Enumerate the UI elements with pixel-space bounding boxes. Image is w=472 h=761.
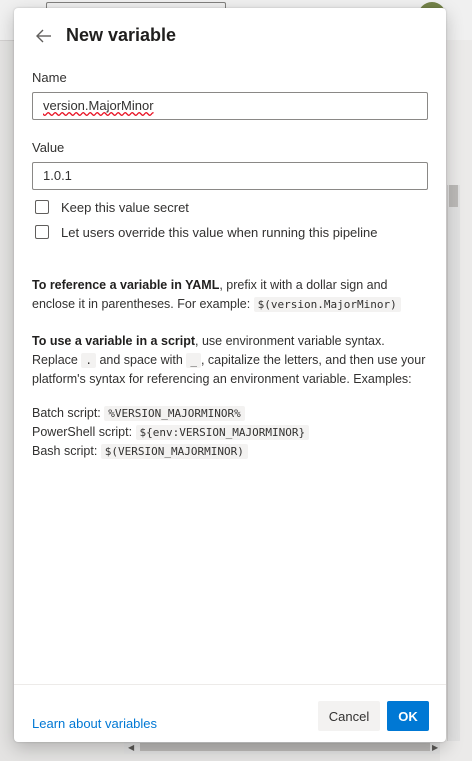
- back-button[interactable]: [32, 24, 56, 48]
- yaml-example-code: $(version.MajorMinor): [254, 297, 401, 312]
- scroll-left-icon[interactable]: ◀: [128, 743, 135, 752]
- yaml-help-text: [32, 276, 432, 314]
- allow-override-checkbox[interactable]: [35, 225, 49, 239]
- dialog-title: New variable: [66, 25, 177, 45]
- keep-secret-checkbox[interactable]: [35, 200, 49, 214]
- batch-example-code: %VERSION_MAJORMINOR%: [104, 406, 244, 421]
- allow-override-checkbox-row[interactable]: [35, 223, 378, 241]
- batch-example-label: Batch script:: [32, 406, 101, 420]
- bash-example-code: $(VERSION_MAJORMINOR): [101, 444, 248, 459]
- learn-about-variables-link[interactable]: Learn about variables: [32, 716, 158, 731]
- script-help-body-3: , capitalize the letters, and then use your platform's syntax for referencing an environment variable. Examples:: [32, 353, 426, 386]
- underscore-code: _: [186, 353, 201, 368]
- script-help-heading: To use a variable in a script: [32, 334, 196, 348]
- name-label: Name: [32, 70, 67, 85]
- cancel-button[interactable]: Cancel: [318, 701, 380, 731]
- script-examples: [32, 404, 432, 461]
- batch-example: [32, 404, 432, 423]
- dialog-header: [14, 8, 446, 64]
- value-field-value: 1.0.1: [43, 168, 72, 183]
- yaml-help-heading: To reference a variable in YAML: [32, 278, 220, 292]
- dot-code: .: [81, 353, 96, 368]
- bash-example-label: Bash script:: [32, 444, 98, 458]
- script-help-body-2: and space with: [95, 353, 187, 367]
- value-label: Value: [32, 140, 65, 155]
- dialog-footer: [14, 684, 446, 743]
- yaml-help-body: , prefix it with a dollar sign and enclose it in parentheses. For example:: [32, 278, 388, 311]
- new-variable-dialog: [14, 8, 446, 742]
- allow-override-label[interactable]: Let users override this value when running this pipeline: [61, 224, 378, 240]
- scroll-right-icon[interactable]: ▶: [432, 743, 439, 752]
- keep-secret-label[interactable]: Keep this value secret: [61, 199, 189, 215]
- script-help-body-1: , use environment variable syntax. Replace: [32, 334, 385, 367]
- arrow-left-icon: [32, 24, 56, 48]
- script-help-text: [32, 332, 432, 389]
- name-field-value: version.MajorMinor: [43, 98, 154, 113]
- name-field[interactable]: [32, 92, 428, 120]
- ok-button[interactable]: OK: [387, 701, 429, 731]
- bash-example: [32, 442, 432, 461]
- powershell-example: [32, 423, 432, 442]
- keep-secret-checkbox-row[interactable]: [35, 198, 189, 216]
- powershell-example-label: PowerShell script:: [32, 425, 133, 439]
- value-field[interactable]: [32, 162, 428, 190]
- powershell-example-code: ${env:VERSION_MAJORMINOR}: [136, 425, 310, 440]
